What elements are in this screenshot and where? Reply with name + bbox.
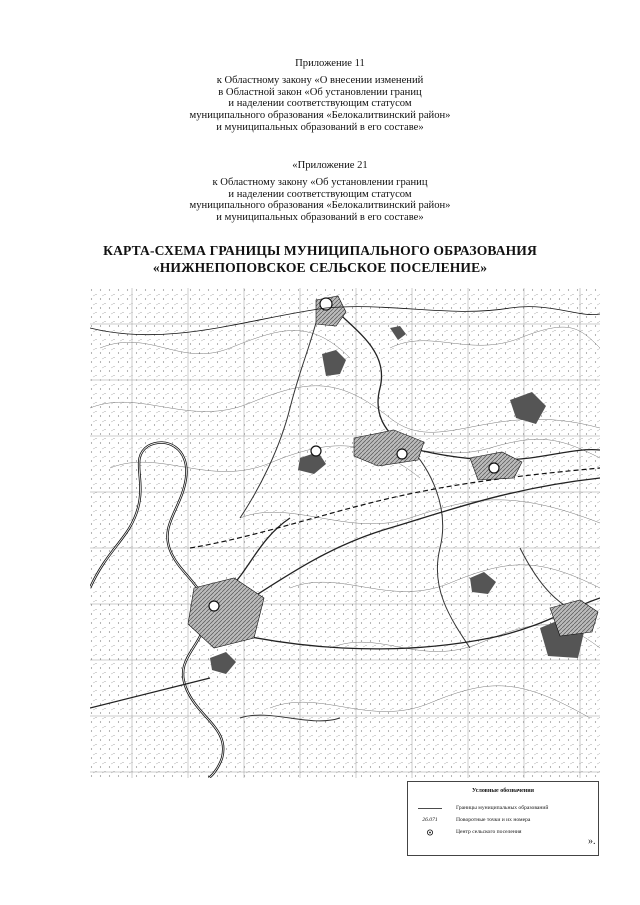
settlement-center-icon	[311, 446, 321, 456]
map-legend	[407, 781, 599, 856]
map-title-line-1: КАРТА-СХЕМА ГРАНИЦЫ МУНИЦИПАЛЬНОГО ОБРАЗОВАНИЯ	[103, 243, 537, 258]
annex-11-line: и наделении соответствующим статусом	[228, 98, 412, 110]
settlement-center-icon	[489, 463, 499, 473]
annex-11-header	[0, 58, 640, 134]
annex-11-line: к Областному закону «О внесении изменений	[216, 74, 424, 86]
map-title	[0, 242, 640, 276]
legend-title: Условные обозначения	[472, 788, 534, 794]
legend-item-settlement-center	[408, 828, 598, 837]
annex-21-heading: «Приложение 21	[292, 160, 368, 171]
boundary-line-icon	[416, 804, 444, 813]
legend-label: Поворотные точки и их номера	[456, 817, 531, 823]
closing-quote: ».	[588, 836, 596, 847]
topographic-map	[90, 288, 600, 778]
annex-11-line: в Областной закон «Об установлении границ	[218, 86, 422, 98]
annex-21-line: и наделении соответствующим статусом	[228, 188, 412, 200]
annex-21-header	[0, 160, 640, 224]
legend-item-turning-point	[408, 816, 598, 825]
annex-21-line: к Областному закону «Об установлении границ	[212, 176, 428, 188]
settlement-center-icon	[209, 601, 219, 611]
settlement-center-icon	[397, 449, 407, 459]
settlement-center-icon	[416, 828, 444, 837]
map-title-line-2: «НИЖНЕПОПОВСКОЕ СЕЛЬСКОЕ ПОСЕЛЕНИЕ»	[152, 260, 488, 275]
annex-21-line: и муниципальных образований в его составе»	[216, 212, 424, 224]
annex-21-line: муниципального образования «Белокалитвинский район»	[189, 200, 451, 212]
turning-point-sample: 26.071	[422, 817, 438, 823]
annex-11-line: муниципального образования «Белокалитвинский район»	[189, 110, 451, 122]
annex-11-heading: Приложение 11	[295, 58, 365, 69]
map-canvas	[90, 288, 600, 778]
annex-11-line: и муниципальных образований в его составе»	[216, 121, 424, 133]
legend-item-boundary	[408, 804, 598, 813]
legend-label: Границы муниципальных образований	[456, 805, 549, 811]
legend-label: Центр сельского поселения	[456, 829, 522, 835]
